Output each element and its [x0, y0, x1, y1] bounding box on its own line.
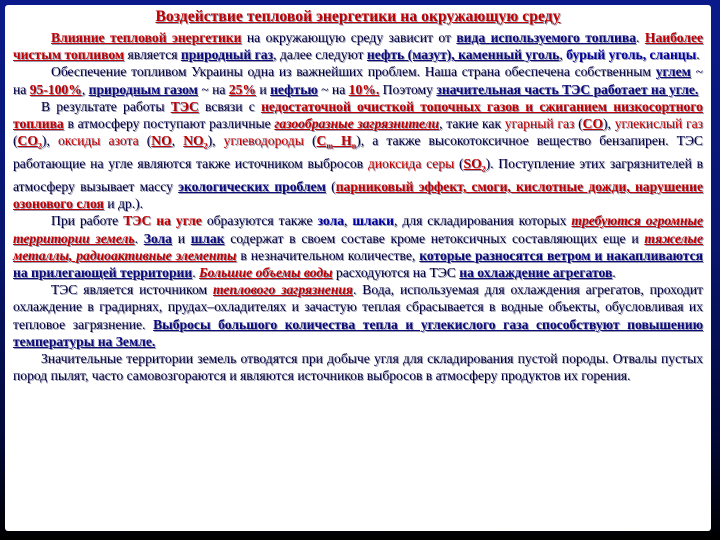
text-span: 25%: [228, 81, 256, 97]
text-span: углеводороды: [223, 133, 304, 149]
text-span: Выбросы большого количества тепла и углекислого газа способствуют повышению температуры на Земле.: [13, 316, 703, 349]
text-span: расходуются на ТЭС: [332, 265, 460, 281]
text-span: ,: [344, 213, 353, 229]
text-span: ). Поступление этих загрязнителей в атмосферу вызывает массу: [13, 156, 703, 195]
paragraph-thermal-pollution: [13, 281, 703, 350]
text-span: и: [171, 230, 191, 246]
text-span: недостаточной очисткой топочных газов и сжиганием низкосортного топлива: [13, 98, 703, 132]
text-span: природным газом: [88, 81, 198, 97]
text-span: углекислый газ: [614, 116, 703, 132]
text-span: [17, 133, 42, 151]
text-span: зола: [317, 213, 345, 229]
paragraph-pollutants: [13, 98, 703, 213]
text-span: и др.).: [103, 196, 144, 212]
text-span: (: [454, 156, 464, 172]
text-span: ~ на: [13, 64, 703, 97]
text-span: .: [696, 47, 700, 63]
text-span: требуются огромные территории земель: [13, 213, 704, 246]
text-span: газообразные загрязнители: [274, 116, 440, 132]
text-span: NO: [183, 133, 204, 149]
text-span: природный газ: [180, 47, 274, 63]
text-span: содержат в своем составе кроме нетоксичных составляющих еще и: [224, 230, 645, 246]
subscript: 2: [37, 141, 42, 151]
text-span: экологических проблем: [178, 179, 326, 195]
subscript: 2: [203, 141, 208, 151]
text-span: ,: [559, 47, 567, 63]
text-span: ), а также высокотоксичное вещество бензапирен. ТЭС работающие на угле являются также источником выбросов: [13, 133, 703, 172]
slide-title: Воздействие тепловой энергетики на окружающую среду: [155, 8, 561, 25]
text-span: CO: [17, 133, 38, 149]
text-span: углем: [655, 64, 691, 80]
subscript: n: [351, 141, 357, 151]
text-span: [183, 133, 208, 151]
text-span: и: [256, 81, 271, 97]
text-span: [316, 133, 357, 151]
subscript: m: [326, 141, 334, 151]
text-span: При работе: [51, 213, 124, 229]
text-span: ,: [171, 133, 184, 149]
text-span: Обеспечение топливом Украины одна из важнейших проблем. Наша страна обеспечена собственным: [51, 64, 656, 80]
text-span: . Вода, используемая для охлаждения агрегатов, проходит охлаждение в градирнях, прудах–охладителях и зачастую теплая сбрасывается в водные объекты, обусловливая их тепловое загрязнение.: [13, 282, 703, 332]
text-span: H: [333, 133, 352, 149]
paragraph-ash-slag: [13, 212, 703, 281]
text-span: значительная часть ТЭС работает на угле.: [436, 81, 699, 97]
text-span: шлаки: [352, 213, 394, 229]
slide: [5, 5, 711, 531]
text-span: C: [316, 133, 327, 149]
text-span: на охлаждение агрегатов: [459, 265, 613, 281]
text-span: , далее следуют: [273, 47, 367, 63]
text-span: угарный газ: [504, 116, 575, 132]
text-span: .: [134, 230, 144, 246]
text-span: Значительные территории земель отводятся при добыче угля для складирования пустой породы. Отвалы пустых пород пылят, часто самовозгораются и являются источников выбросов в атмосферу продуктов их горения.: [13, 351, 703, 384]
text-span: на окружающую среду зависит от: [241, 30, 457, 45]
paragraph-fuel-influence: [13, 29, 703, 63]
text-span: парниковый эффект, смоги, кислотные дожди, нарушение озонового слоя: [13, 179, 703, 212]
text-span: ),: [207, 133, 224, 149]
text-span: 95-100%: [29, 81, 82, 97]
text-span: ,: [81, 81, 89, 97]
text-span: Большие объемы воды: [199, 265, 333, 281]
text-span: тяжелые металлы, радиоактивные элементы: [13, 230, 703, 263]
text-span: которые разносятся ветром и накапливаются на прилегающей территории: [13, 247, 703, 281]
text-span: (: [574, 116, 583, 132]
text-span: в атмосферу поступают различные: [63, 116, 275, 132]
text-span: (: [325, 179, 336, 195]
text-span: в незначительном количестве,: [236, 247, 420, 263]
text-span: 10%.: [348, 81, 380, 97]
text-span: (: [13, 133, 18, 149]
text-span: .: [636, 30, 645, 45]
text-span: (: [138, 133, 152, 149]
paragraph-land-use: [13, 350, 703, 384]
text-span: ТЭС на угле: [123, 213, 202, 229]
text-span: NO: [151, 133, 172, 149]
text-span: шлак: [190, 230, 225, 246]
text-span: ),: [603, 116, 615, 132]
text-span: диоксида серы: [367, 156, 455, 172]
text-span: [463, 156, 486, 174]
text-span: всвязи с: [198, 98, 262, 114]
text-span: CO: [582, 116, 604, 132]
text-span: вида используемого топлива: [456, 30, 637, 45]
text-span: оксиды азота: [57, 133, 139, 149]
text-span: Наиболее чистым топливом: [13, 30, 704, 63]
text-span: нефть (мазут), каменный уголь: [366, 47, 560, 63]
subscript: 2: [481, 164, 486, 174]
text-span: Зола: [143, 230, 172, 246]
text-span: бурый уголь, сланцы: [566, 47, 697, 63]
text-span: .: [192, 265, 199, 281]
text-span: является: [124, 47, 181, 63]
text-span: Поэтому: [379, 81, 437, 97]
text-span: ТЭС: [170, 98, 199, 114]
text-span: образуются также: [201, 213, 318, 229]
text-span: В результате работы: [41, 98, 171, 114]
text-span: нефтью: [270, 81, 318, 97]
text-span: , такие как: [439, 116, 505, 132]
text-span: (: [303, 133, 317, 149]
text-span: .: [612, 265, 616, 281]
text-span: , для складирования которых: [393, 213, 572, 229]
text-span: SO: [463, 156, 482, 172]
paragraph-fuel-supply: [13, 63, 703, 97]
text-span: ~ на: [197, 81, 229, 97]
text-span: ТЭС является источником: [51, 282, 214, 298]
text-span: теплового загрязнения: [213, 282, 353, 298]
text-span: Влияние тепловой энергетики: [51, 30, 242, 45]
text-span: ),: [41, 133, 58, 149]
text-span: ~ на: [317, 81, 349, 97]
